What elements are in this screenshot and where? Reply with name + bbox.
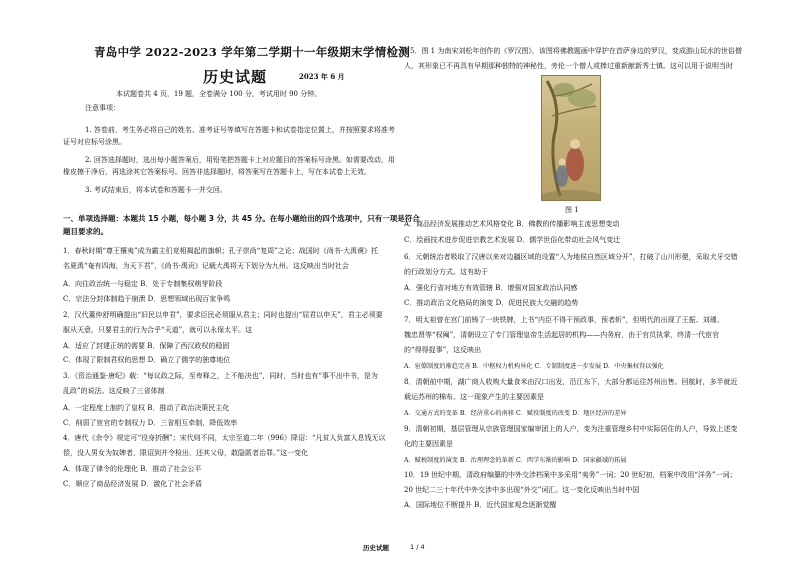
question-line: 9．清朝初期，基层管理从宗族管理国家编审团上的人户，变为注重管理乡村中实际居住的人户，导致上述变 xyxy=(404,425,738,433)
notes-line: 3. 考试结束后，将本试卷和答题卡一并交回。 xyxy=(85,186,227,194)
question-line: 化的主要因素是 xyxy=(404,440,453,448)
answer-option-line: A．体现了律令的伦理化 B．推动了社会公平 xyxy=(63,465,202,473)
answer-option-line: A．适应了封建正统的需要 B．保障了西汉政权的稳固 xyxy=(63,342,230,350)
answer-option-line: A．国际地位不断提升 B．近代国家观念逐渐觉醒 xyxy=(404,501,557,509)
answer-option-line: C．体现了限制君权的思想 D．确立了儒学的独尊地位 xyxy=(63,356,231,364)
exam-subject-title: 历史试题 xyxy=(203,68,268,86)
question-line: 偿，没人男女为奴婢者，限诏到并令检出，还其父母，敢隐匿者治罪。”这一变化 xyxy=(63,449,309,457)
question-line: 的“得得捉事”，这反映出 xyxy=(404,346,482,354)
answer-option-line: A．赋税制度的演变 B．治理理念的革新 C．西学东渐的影响 D．国家疆域的拓展 xyxy=(404,457,627,464)
notes-line: 证号对应标号涂黑。 xyxy=(63,138,126,146)
question-line: 8．清朝前中期，湖广商人收购大量食米由汉口出发，沿江东下，大部分都运往苏州出售。回航时，多半就近 xyxy=(404,378,738,386)
question-line: 2．汉代董仲舒明确提出“旧民以申君”，要求臣民必须服从君主；同时也提出“屈君以申天”，君主必须要 xyxy=(63,311,383,319)
question-line: 的行政划分方式。这有助于 xyxy=(404,268,488,276)
question-line: 3．《资治通鉴·唐纪》载：“每议政之际，至卑释之，上不能决也”，同时，当时也有“事不出中书，是为 xyxy=(63,372,378,380)
question-line: 5．图 1 为南宋刘松年创作的《罗汉图》，该图将佛教题画中穿护在首萨身边的罗汉，变成游山玩水的世俗僧 xyxy=(410,47,742,55)
figure-caption: 图 1 xyxy=(565,206,579,214)
answer-option-line: A．商品经济发展推动艺术风格变化 B．佛教的传播影响主流思想变动 xyxy=(404,220,620,228)
question-line: 10．19 世纪中期，清政府编纂的中外交涉档案中多采用“夷务”一词；20 世纪初，档案中改用“洋务”一词； xyxy=(404,471,737,479)
answer-option-line: C．顺应了商品经济发展 D．激化了社会矛盾 xyxy=(63,480,203,488)
notes-line: 2. 回答选择题时，选出每小题答案后，用铅笔把答题卡上对应题目的答案标号涂黑。如需要改动，用 xyxy=(85,156,395,164)
section-title: 一、单项选择题：本题共 15 小题，每小题 3 分，共 45 分。在每小题给出的四个选项中，只有一项是符合 xyxy=(63,214,420,223)
notes-line: 1. 答卷前，考生务必将自己的姓名、准考证号等填写在答题卡和试卷指定位置上，并按照要求将准考 xyxy=(85,126,395,134)
exam-school-title: 青岛中学 2022-2023 学年第二学期十一年级期末学情检测 xyxy=(94,45,411,59)
question-line: 魏忠贤等“权阉”，清朝设立了专门管理皇帝生活起居的机构——内务府，由于官员执掌，终清一代宦官 xyxy=(404,331,720,339)
notes-line: 橡皮擦干净后，再选涂其它答案标号。回答非选择题时，将答案写在答题卡上，写在本试卷上无效。 xyxy=(63,168,371,176)
question-line: 服从天意，只要君主的行为合乎“天道”，就可以永保太平。这 xyxy=(63,326,253,334)
answer-option-line: C．绘画技术进步促进宗教艺术发展 D．儒学世俗化带动社会风气变迁 xyxy=(404,236,621,244)
answer-option-line: A．宦僚制度的渐趋完善 B．中枢权力机构异化 C．专制制度进一步发展 D．中央集权得以强化 xyxy=(404,363,664,370)
exam-date: 2023 年 6 月 xyxy=(299,72,345,81)
answer-option-line: C．宗法分封体制趋于崩溃 D．思想领域出现百家争鸣 xyxy=(63,295,231,303)
question-line: 7．明太祖曾在宫门前铸了一块铁牌，上书“内臣不得干预政事，预者斩”，但明代的出现了王振、刘瑾、 xyxy=(404,316,724,324)
answer-option-line: A．强化行省对地方有效管辖 B．增强对国家政治认同感 xyxy=(404,284,578,292)
question-line: 6．元朝统治者吸取了汉唐以来对边疆区域的设置“入为地侯自然区域分开”，打破了山川形便，采取犬牙交错 xyxy=(404,253,738,261)
answer-option-line: A．交通方式的变革 B．经济重心的南移 C．赋役制度的改变 D．地区经济的差异 xyxy=(404,410,627,417)
answer-option-line: C．推动政治文化格局的演变 D．促进民族大交融的趋势 xyxy=(404,299,579,307)
answer-option-line: A．一定程度上制约了皇权 B．推动了政治决策民主化 xyxy=(63,404,230,412)
notes-heading: 注意事项： xyxy=(85,104,120,112)
page-number: 1 / 4 xyxy=(410,543,425,551)
question-line: 4．唐代《余令》规定可“役身折酬”；宋代则不同，太宗至道二年（996）降诏：“凡贫人负富人息钱无以 xyxy=(63,434,386,442)
exam-intro: 本试题卷共 4 页，19 题，全卷满分 100 分，考试用时 90 分钟。 xyxy=(116,90,322,98)
answer-option-line: A．向往政治统一与稳定 B．处于专制集权萌芽阶段 xyxy=(63,280,223,288)
question-line: 载运苏州的棉布。这一现象产生的主要因素是 xyxy=(404,393,544,401)
question-line: 名夏禹“奄有四海，为天下君”，《尚书·禹贡》记载大禹将天下划分为九州。这反映出当时社会 xyxy=(63,262,349,270)
question-line: 20 世纪二三十年代中外交涉中多出现“外交”词汇。这一变化反映出当时中国 xyxy=(404,486,640,494)
section-title: 题目要求的。 xyxy=(63,227,108,236)
footer-subject: 历史试题 xyxy=(363,544,389,552)
answer-option-line: C．削弱了宦官的专制权力 D．三省相互牵制，降低效率 xyxy=(63,419,238,427)
luohan-painting-figure xyxy=(541,75,601,201)
luohan-painting-art xyxy=(542,76,600,200)
question-line: 1．春秋时期“尊王攘夷”成为霸主们竞相揭起的旗帜；孔子崇尚“复周”之论；战国时《尚书·大禹谟》托 xyxy=(63,247,378,255)
question-line: 人，其形象已不再具有早期那种独特的神秘性，旁伦一个僧人或捧过重新献新秀士镇。这可以用于说明当时 xyxy=(404,62,733,70)
question-line: 乱政”的说法。这反映了三省体制 xyxy=(63,387,165,395)
